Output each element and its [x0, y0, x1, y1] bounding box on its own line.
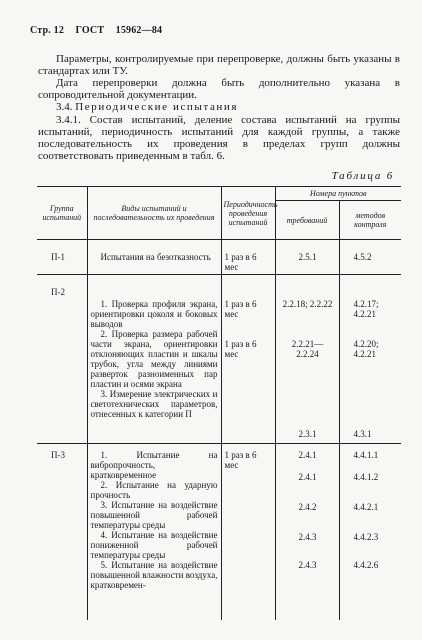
requirements-ref: 2.4.1 2.4.1 2.4.2 2.4.3 2.4.3	[275, 444, 339, 621]
methods-ref: 4.4.1.1 4.4.1.2 4.4.2.1 4.4.2.3 4.4.2.6	[353, 450, 379, 570]
requirements-ref: 2.2.18; 2.2.22 2.2.21— 2.2.24 2.3.1	[275, 275, 339, 444]
group-id: П-1	[37, 240, 87, 275]
standard-label: ГОСТ	[75, 25, 105, 36]
group-id: П-3	[37, 444, 87, 621]
section-heading	[56, 101, 238, 113]
test-description: 1. Проверка профиля экрана, ориентировки цоколя и боковых выводов 2. Проверка размера рабочей части экрана, ориентировки отклоняющих пластин и шкалы трубок, угла между линиями разверток разноименных пар пластин и осями экрана 3. Измерение электрических и светотехнических параметров, отнесенных к категории П	[87, 275, 221, 444]
test-description: Испытания на безотказность	[87, 240, 221, 275]
header-group: Группа испытаний	[37, 187, 87, 240]
header-types: Виды испытаний и последовательность их проведения	[87, 187, 221, 240]
page-header	[30, 25, 162, 36]
standard-number: 15962—84	[115, 25, 163, 36]
requirements-ref: 2.5.1	[275, 240, 339, 275]
header-points: Номера пунктов	[275, 187, 401, 201]
group-id: П-2	[37, 275, 87, 444]
intro-paragraph-2: Дата перепроверки должна быть дополнительно указана в сопроводительной документации.	[38, 77, 400, 101]
intro-paragraph-1: Параметры, контролируемые при перепроверке, должны быть указаны в стандартах или ТУ.	[38, 53, 400, 77]
methods-ref: 4.2.17; 4.2.21 4.2.20; 4.2.21 4.3.1	[339, 275, 401, 444]
section-paragraph: 3.4.1. Состав испытаний, деление состава испытаний на группы испытаний, периодичность испытаний для каждой группы, а также последовательность их проведения в пределах групп должны соответствовать приведенным в табл. 6.	[38, 114, 400, 162]
test-period: 1 раз в 6 мес 1 раз в 6 мес	[221, 275, 275, 444]
table-row	[37, 240, 401, 275]
tests-table	[37, 186, 401, 620]
header-methods: методов контроля	[339, 201, 401, 240]
test-period: 1 раз в 6 мес	[221, 240, 275, 275]
test-period: 1 раз в 6 мес	[221, 444, 275, 621]
header-requirements: требований	[275, 201, 339, 240]
methods-ref: 4.5.2	[339, 240, 401, 275]
table-caption: Таблица 6	[331, 170, 394, 182]
page-number: Стр. 12	[30, 25, 65, 36]
table-row	[37, 275, 401, 444]
section-title: Периодические испытания	[75, 101, 239, 113]
test-description: 1. Испытание на вибропрочность, кратковременное 2. Испытание на ударную прочность 3. Испытание на воздействие повышенной рабочей температуры среды 4. Испытание на воздействие пониженной рабочей температуры среды 5. Испытание на воздействие повышенной влажности воздуха, кратковремен-	[87, 444, 221, 621]
table-row	[37, 444, 401, 621]
section-number: 3.4.	[56, 101, 73, 113]
header-period: Периодичность проведения испытаний	[221, 187, 275, 240]
